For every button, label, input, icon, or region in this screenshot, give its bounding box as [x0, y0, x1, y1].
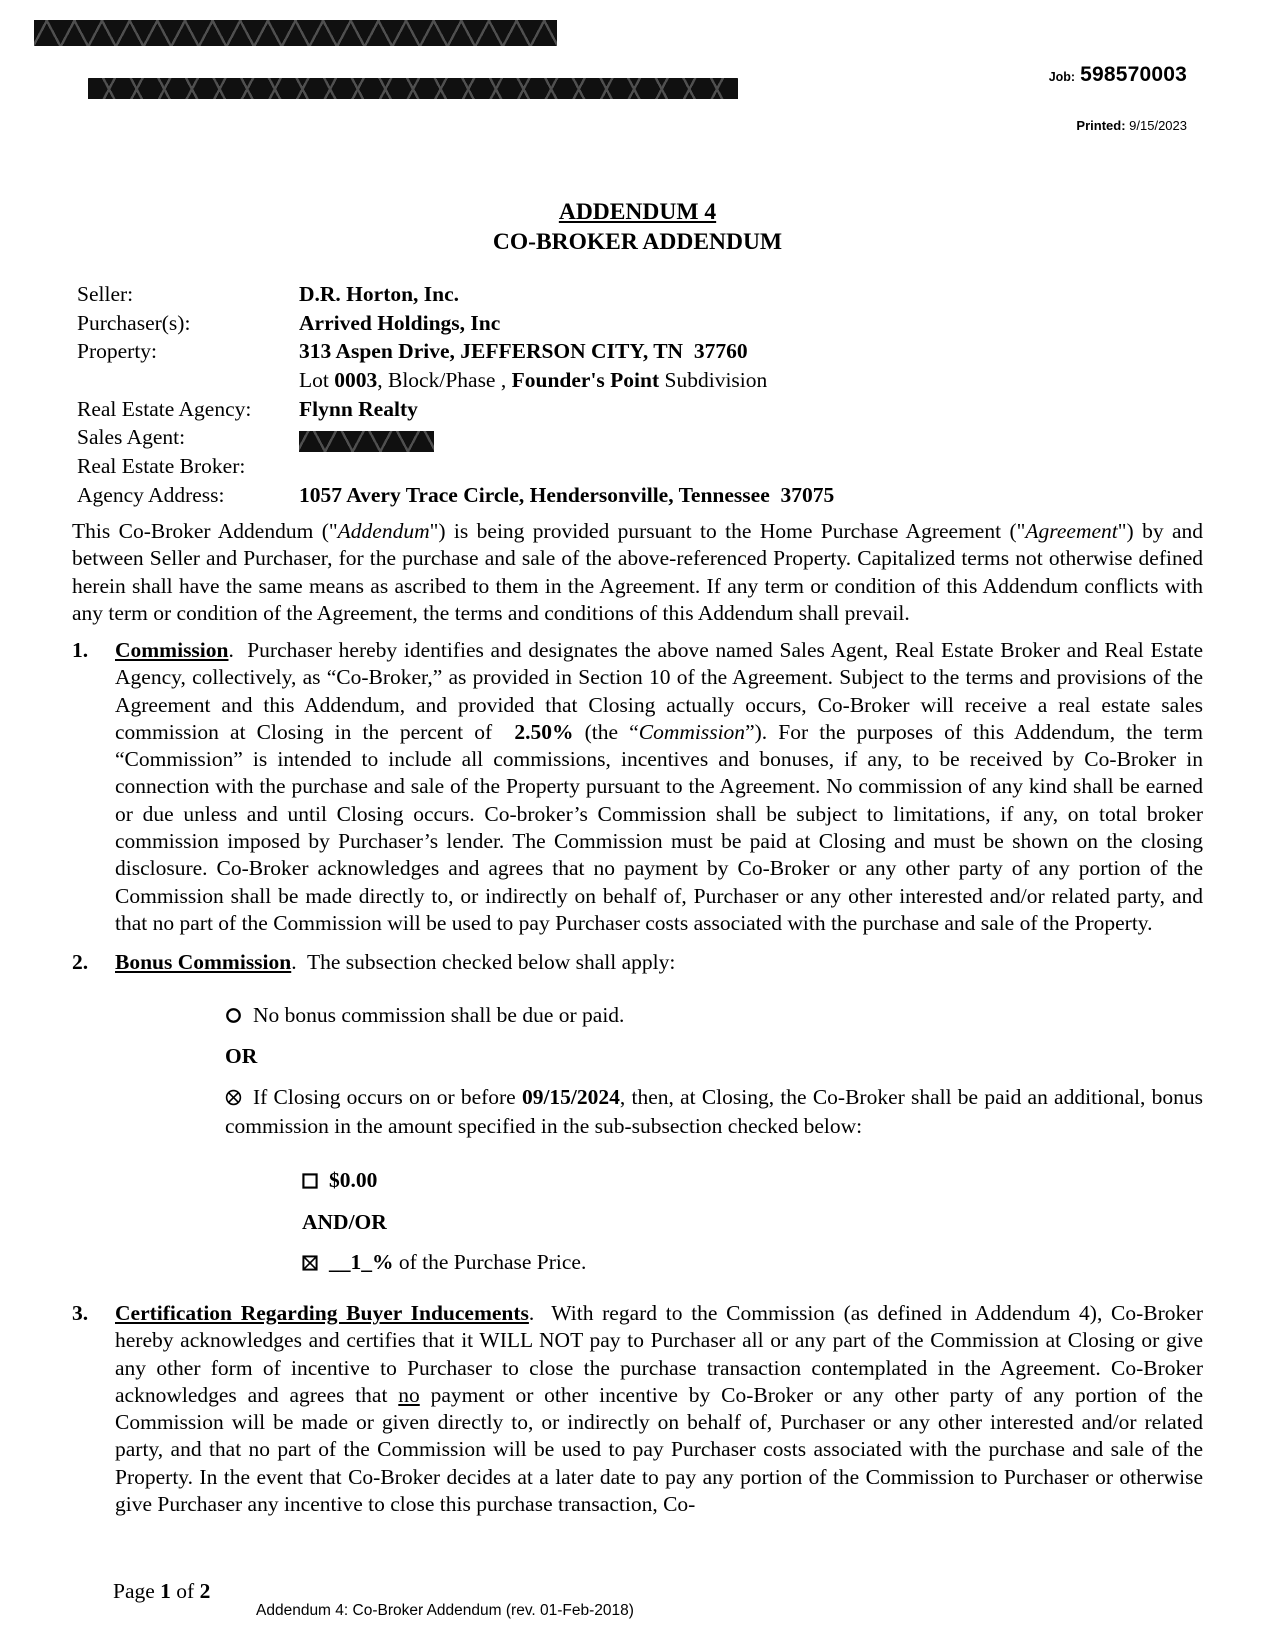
field-label: Agency Address:: [77, 482, 225, 507]
section-number: 1.: [72, 638, 89, 662]
text-segment: 1057 Avery Trace Circle, Hendersonville, Tennessee 37075: [299, 482, 835, 507]
and-or-label: AND/OR: [302, 1210, 387, 1234]
field-row: [77, 366, 1203, 395]
text-segment: Certification Regarding Buyer Inducements: [115, 1301, 529, 1325]
option-bonus-text: [225, 1085, 1203, 1138]
text-segment: D.R. Horton, Inc.: [299, 282, 460, 306]
text-segment: Agreement: [1025, 519, 1118, 543]
text-segment: 2.50%: [514, 719, 574, 744]
field-row: [77, 309, 1203, 338]
text-segment: ") is being provided pursuant to the Home Purchase Agreement (": [429, 519, 1026, 543]
text-segment: (the “: [573, 719, 639, 744]
text-segment: Commission: [115, 638, 229, 662]
suboption-zero-text: [329, 1168, 377, 1192]
printed-line: [1076, 112, 1187, 139]
field-label: Purchaser(s):: [77, 310, 191, 335]
redacted-sales-agent: [299, 431, 434, 452]
field-row: [77, 395, 1203, 424]
title-line-1: ADDENDUM 4: [558, 199, 717, 225]
field-value: [299, 337, 1203, 366]
section-bonus-commission: [72, 949, 1203, 976]
party-fields: [77, 280, 1203, 510]
option-no-bonus-text: [253, 1003, 624, 1027]
field-value: [299, 481, 1203, 510]
field-value: [299, 309, 1203, 338]
document-title: [0, 198, 1275, 257]
text-segment: Subdivision: [659, 368, 768, 393]
field-label: Sales Agent:: [77, 425, 186, 450]
text-segment: of: [170, 1579, 200, 1603]
redacted-letterhead-logo: [34, 20, 557, 46]
section-commission: [72, 637, 1203, 937]
job-number: 598570003: [1080, 63, 1187, 86]
text-segment: Bonus Commission: [115, 950, 292, 974]
field-row: [77, 423, 1203, 452]
text-segment: This Co-Broker Addendum (": [72, 519, 338, 543]
intro-paragraph: [72, 518, 1203, 627]
text-segment: __1_%: [329, 1250, 394, 1274]
text-segment: payment or other incentive by Co-Broker or any other party of any portion of the Commission will be made or given directly to, or indirectly on behalf of, Purchaser or any other interested and/or related party, and that no part of the Commission will be used to pay Purchaser costs associated with the purchase and sale of the Property. In the event that Co-Broker decides at a later date to pay any portion of the Commission to Purchaser or otherwise give Purchaser any incentive to close this purchase transaction, Co-: [115, 1382, 1203, 1517]
text-segment: Flynn Realty: [299, 396, 418, 421]
field-label: Real Estate Agency:: [77, 396, 252, 421]
text-segment: , then, at Closing, the Co-Broker shall be paid an additional, bonus commission in the amount specified in the sub-subsection checked below:: [225, 1085, 1203, 1139]
text-segment: . With regard to the Commission (as defined in Addendum 4), Co-Broker hereby acknowledges and certifies that it WILL NOT pay to Purchaser all or any part of the Commission at Closing or give any other form of incentive to Purchaser to close the purchase transaction contemplated in the Agreement. Co-Broker acknowledges and agrees that: [115, 1301, 1203, 1407]
text-segment: No bonus commission shall be due or paid.: [253, 1003, 625, 1027]
or-label: OR: [225, 1044, 258, 1068]
field-label: Seller:: [77, 282, 134, 306]
checkbox-checked-icon[interactable]: [302, 1251, 318, 1278]
field-row: [77, 452, 1203, 481]
section-bonus-heading: [115, 949, 1203, 976]
text-segment: 2: [199, 1579, 211, 1603]
section-certification-text: [115, 1300, 1203, 1518]
suboption-percent-text: [329, 1250, 586, 1274]
text-segment: ") by and between Seller and Purchaser, for the purchase and sale of the above-referenced Property. Capitalized terms not otherwise defined herein shall have the same means as ascribed to them in the Agreement. If any term or condition of this Addendum conflicts with any term or condition of the Agreement, the terms and conditions of this Addendum shall prevail.: [72, 519, 1204, 625]
field-row: [77, 337, 1203, 366]
text-segment: 09/15/2024: [521, 1085, 620, 1109]
printed-label: Printed:: [1076, 118, 1126, 133]
checkbox-unchecked-icon[interactable]: [302, 1169, 318, 1196]
field-value: [299, 366, 1203, 395]
section-commission-text: [115, 637, 1203, 937]
text-segment: Addendum: [337, 519, 430, 543]
field-value: [299, 280, 1203, 309]
footer-note: Addendum 4: Co-Broker Addendum (rev. 01-Feb-2018): [256, 1602, 634, 1619]
text-segment: 0003: [334, 368, 378, 393]
field-value: [299, 395, 1203, 424]
suboption-zero-dollars: [302, 1167, 377, 1196]
text-segment: . The subsection checked below shall apply:: [291, 950, 676, 974]
text-segment: no: [398, 1382, 420, 1407]
text-segment: Lot: [299, 368, 335, 393]
text-segment: Page: [113, 1579, 161, 1603]
title-line-2: CO-BROKER ADDENDUM: [492, 228, 783, 255]
field-row: [77, 481, 1203, 510]
text-segment: ”). For the purposes of this Addendum, the term “Commission” is intended to include all commissions, incentives and bonuses, if any, to be received by Co-Broker in connection with the purchase and sale of the Property pursuant to the Agreement. No commission of any kind shall be earned or due unless and until Closing occurs. Co-broker’s Commission shall be subject to limitations, if any, on total broker commission imposed by Purchaser’s lender. The Commission must be paid at Closing and must be shown on the closing disclosure. Co-Broker acknowledges and agrees that no payment by Co-Broker or any other party of any portion of the Commission shall be made directly to, or indirectly on behalf of, Purchaser or any other interested and/or related party, and that no part of the Commission will be used to pay Purchaser costs associated with the purchase and sale of the Property.: [115, 719, 1203, 935]
page-number: [113, 1578, 210, 1605]
suboption-percent: [302, 1249, 586, 1278]
field-label: Real Estate Broker:: [77, 454, 246, 479]
text-segment: Founder's Point: [511, 368, 660, 393]
text-segment: Commission: [638, 719, 746, 744]
printed-date: 9/15/2023: [1129, 118, 1187, 133]
text-segment: 313 Aspen Drive, JEFFERSON CITY, TN 37760: [299, 339, 748, 364]
option-no-bonus: [225, 1002, 1203, 1031]
text-segment: of the Purchase Price.: [393, 1250, 587, 1274]
option-bonus-if-closing: [225, 1084, 1203, 1141]
job-line: [1049, 61, 1187, 91]
text-segment: , Block/Phase ,: [377, 368, 512, 393]
text-segment: Arrived Holdings, Inc: [299, 310, 501, 335]
section-certification: [72, 1300, 1203, 1518]
radio-checked-icon[interactable]: [225, 1086, 242, 1113]
text-segment: 1: [160, 1579, 171, 1603]
job-label: Job:: [1048, 70, 1076, 84]
field-row: [77, 280, 1203, 309]
text-segment: $0.00: [329, 1168, 378, 1192]
field-label: Property:: [77, 339, 158, 364]
text-segment: If Closing occurs on or before: [253, 1085, 522, 1109]
text-segment: . Purchaser hereby identifies and designates the above named Sales Agent, Real Estate Broker and Real Estate Agency, collectively, as “Co-Broker,” as provided in Section 10 of the Agreement. Subject to the terms and provisions of the Agreement and this Addendum, and provided that Closing actually occurs, Co-Broker will receive a real estate sales commission at Closing in the percent of: [115, 638, 1203, 744]
redacted-letterhead-subline: [88, 78, 738, 99]
field-value: [299, 423, 1203, 452]
section-number: 3.: [72, 1301, 89, 1325]
section-number: 2.: [72, 950, 89, 974]
radio-unchecked-icon[interactable]: [225, 1004, 242, 1031]
